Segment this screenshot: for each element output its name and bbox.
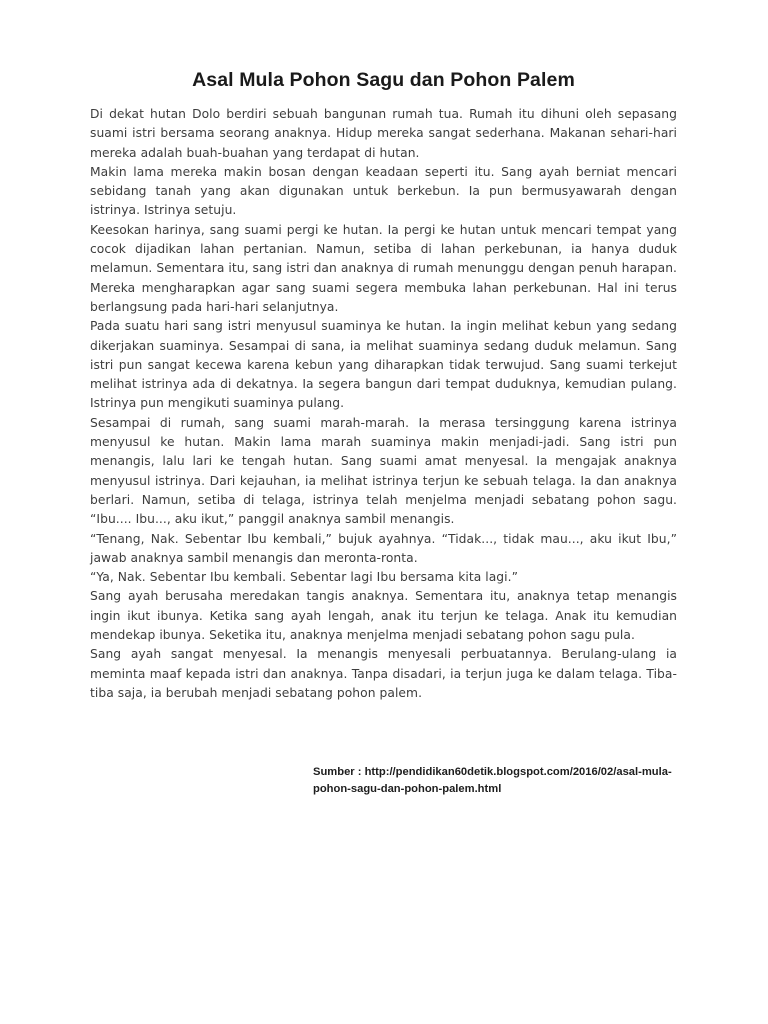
paragraph: Makin lama mereka makin bosan dengan keadaan seperti itu. Sang ayah berniat mencari sebidang tanah yang akan digunakan untuk berkebun. Ia pun bermusyawarah dengan istrinya. Istrinya setuju. xyxy=(90,164,677,218)
paragraph: Keesokan harinya, sang suami pergi ke hutan. Ia pergi ke hutan untuk mencari tempat yang cocok dijadikan lahan pertanian. Namun, setiba di lahan perkebunan, ia hanya duduk melamun. Sementara itu, sang istri dan anaknya di rumah menunggu dengan penuh harapan. Mereka mengharapkan agar sang suami segera membuka lahan perkebunan. Hal ini terus berlangsung pada hari-hari selanjutnya. xyxy=(90,222,677,314)
paragraph: Sang ayah berusaha meredakan tangis anaknya. Sementara itu, anaknya tetap menangis ingin ikut ibunya. Ketika sang ayah lengah, anak itu terjun ke telaga. Anak itu kemudian mendekap ibunya. Seketika itu, anaknya menjelma menjadi sebatang pohon sagu pula. xyxy=(90,589,677,643)
paragraph: Di dekat hutan Dolo berdiri sebuah bangunan rumah tua. Rumah itu dihuni oleh sepasang suami istri bersama seorang anaknya. Hidup mereka sangat sederhana. Makanan sehari-hari mereka adalah buah-buahan yang terdapat di hutan. xyxy=(90,107,677,160)
paragraph: Sesampai di rumah, sang suami marah-marah. Ia merasa tersinggung karena istrinya menyusul ke hutan. Makin lama marah suaminya makin menjadi-jadi. Sang istri pun menangis, lalu lari ke tengah hutan. Sang suami amat menyesal. Ia mengajak anaknya menyusul istrinya. Dari kejauhan, ia melihat istrinya terjun ke sebuah telaga. Ia dan anaknya berlari. Namun, setiba di telaga, istrinya telah menjelma menjadi sebatang pohon sagu. “Ibu.... Ibu..., aku ikut,” panggil anaknya sambil menangis. xyxy=(90,415,677,527)
document-page xyxy=(90,66,677,703)
paragraph: “Ya, Nak. Sebentar Ibu kembali. Sebentar lagi Ibu bersama kita lagi.” xyxy=(90,570,518,585)
paragraph: “Tenang, Nak. Sebentar Ibu kembali,” bujuk ayahnya. “Tidak..., tidak mau..., aku ikut Ibu,” jawab anaknya sambil menangis dan meronta-ronta. xyxy=(90,531,677,565)
document-title: Asal Mula Pohon Sagu dan Pohon Palem xyxy=(192,69,575,91)
paragraph: Sang ayah sangat menyesal. Ia menangis menyesali perbuatannya. Berulang-ulang ia meminta maaf kepada istri dan anaknya. Tanpa disadari, ia terjun juga ke dalam telaga. Tiba-tiba saja, ia berubah menjadi sebatang pohon palem. xyxy=(90,647,677,700)
paragraph: Pada suatu hari sang istri menyusul suaminya ke hutan. Ia ingin melihat kebun yang sedang dikerjakan suaminya. Sesampai di sana, ia melihat suaminya sedang duduk melamun. Sang istri pun sangat kecewa karena kebun yang diharapkan tidak terwujud. Sang suami terkejut melihat istrinya ada di dekatnya. Ia segera bangun dari tempat duduknya, kemudian pulang. Istrinya pun mengikuti suaminya pulang. xyxy=(90,319,677,411)
source-citation: Sumber : http://pendidikan60detik.blogspot.com/2016/02/asal-mula-pohon-sagu-dan-pohon-palem.html xyxy=(313,766,672,795)
story-body xyxy=(90,105,677,703)
